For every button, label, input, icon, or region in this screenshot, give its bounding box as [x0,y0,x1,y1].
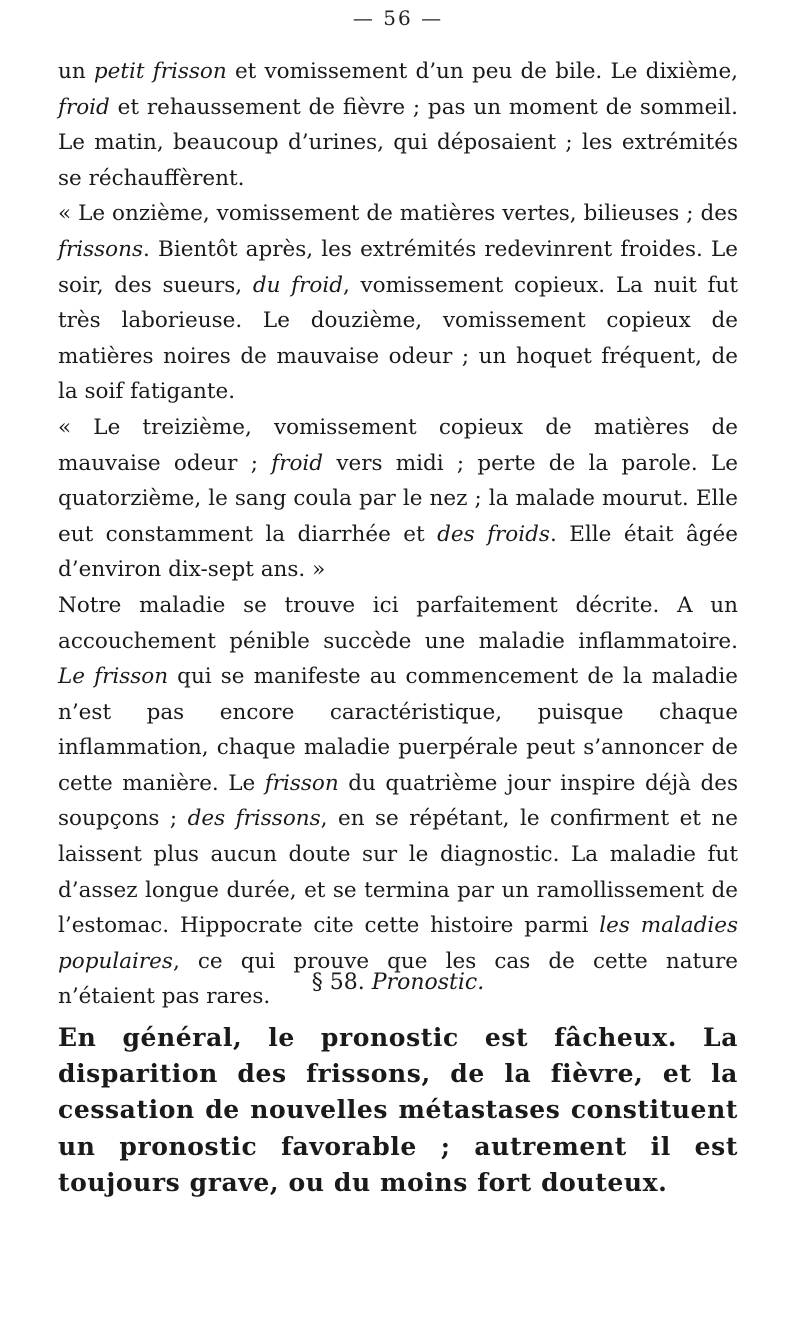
text-run: , vomissement copieux. La nuit fut très laborieuse. Le douzième, vomissement copieux de matières noires de mauvaise odeur ; un hoquet fréquent, de la soif fatigante. [58,272,738,405]
conclusion-text [58,1020,738,1201]
italic-run: des frissons [187,806,321,832]
text-run: qui se manifeste au commencement de la maladie n’est pas encore caractéristique, puisque chaque inflammation, chaque maladie puerpérale peut s’annoncer de cette manière. Le [58,664,738,796]
text-run: . Bientôt après, les extrémités redevinrent froides. Le soir, des sueurs, [58,236,738,298]
italic-run: froid [58,94,110,120]
text-run: « Le onzième, vomissement de matières vertes, bilieuses ; des [58,201,738,227]
paragraph-1 [58,54,738,196]
italic-run: les maladies populaires [58,913,738,974]
body-text [58,54,738,1015]
italic-run: du froid [252,272,343,298]
section-title: Pronostic. [371,970,485,995]
text-run: et rehaussement de fièvre ; pas un moment de sommeil. Le matin, beaucoup d’urines, qui déposaient ; les extrémités se réchauffèrent. [58,94,738,191]
paragraph-3 [58,410,738,588]
text-run: , en se répétant, le confirment et ne laissent plus aucun doute sur le diagnostic. La maladie fut d’assez longue durée, et se termina par un ramollissement de l’estomac. Hippocrate cite cette histoire parmi [58,806,738,939]
text-run: vers midi ; perte de la parole. Le quatorzième, le sang coula par le nez ; la malade mourut. Elle eut constamment la diarrhée et [58,450,738,547]
paragraph-4 [58,588,738,1015]
text-run: « Le treizième, vomissement copieux de matières de mauvaise odeur ; [58,414,738,476]
text-run: un [58,59,94,84]
text-run: et vomissement d’un peu de bile. Le dixième, [226,59,738,84]
section-heading [58,970,738,995]
italic-run: frissons [58,236,144,262]
conclusion-paragraph: En général, le pronostic est fâcheux. La disparition des frissons, de la fièvre, et la cessation de nouvelles métastases constituent un pronostic favorable ; autrement il est toujours grave, ou du moins fort douteux. [58,1023,738,1197]
text-run: du quatrième jour inspire déjà des soupçons ; [58,770,738,832]
italic-run: Le frisson [58,664,169,690]
italic-run: froid [271,450,324,476]
section-number: § 58. [311,970,365,995]
text-run: , ce qui prouve que les cas de cette nature n’étaient pas rares. [58,948,738,1010]
italic-run: frisson [264,770,339,796]
italic-run: petit frisson [93,59,227,84]
text-run: . Elle était âgée d’environ dix-sept ans. » [58,521,738,583]
text-run: Notre maladie se trouve ici parfaitement décrite. A un accouchement pénible succède une maladie inflammatoire. [58,592,738,654]
italic-run: des froids [437,521,550,547]
paragraph-2 [58,196,738,410]
page-number: — 56 — [352,6,444,30]
